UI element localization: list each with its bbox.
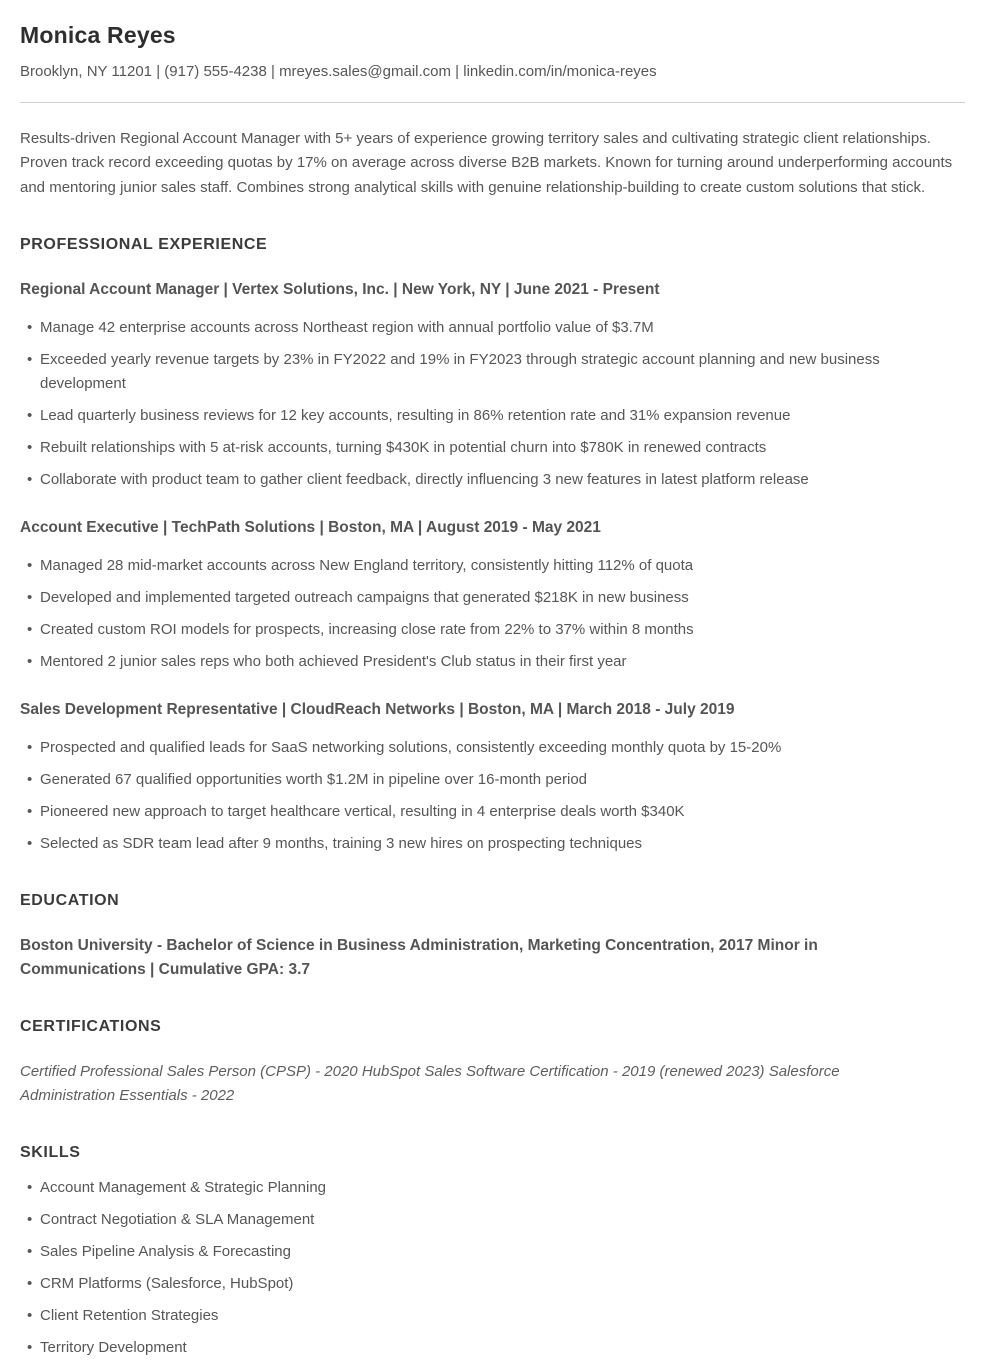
skill-item: • Client Retention Strategies	[20, 1304, 965, 1328]
job-bullet: • Collaborate with product team to gather client feedback, directly influencing 3 new features in latest platform release	[20, 468, 965, 492]
job-bullet: • Selected as SDR team lead after 9 months, training 3 new hires on prospecting techniques	[20, 832, 965, 856]
job-bullet: • Manage 42 enterprise accounts across Northeast region with annual portfolio value of $3.7M	[20, 316, 965, 340]
section-heading-education: EDUCATION	[20, 891, 120, 909]
job-bullet-list	[20, 736, 965, 856]
job-bullet: • Managed 28 mid-market accounts across New England territory, consistently hitting 112% of quota	[20, 554, 965, 578]
job-bullet: • Rebuilt relationships with 5 at-risk accounts, turning $430K in potential churn into $780K in renewed contracts	[20, 436, 965, 460]
person-name: Monica Reyes	[20, 22, 176, 48]
skill-item: • Territory Development	[20, 1336, 965, 1360]
job-bullet: • Pioneered new approach to target healthcare vertical, resulting in 4 enterprise deals worth $340K	[20, 800, 965, 824]
job-bullet: • Lead quarterly business reviews for 12 key accounts, resulting in 86% retention rate and 31% expansion revenue	[20, 404, 965, 428]
contact-line: Brooklyn, NY 11201 | (917) 555-4238 | mreyes.sales@gmail.com | linkedin.com/in/monica-reyes	[20, 63, 657, 80]
job-title: Sales Development Representative | CloudReach Networks | Boston, MA | March 2018 - July 2019	[20, 700, 735, 718]
section-heading-skills: SKILLS	[20, 1143, 81, 1161]
skill-item: • Contract Negotiation & SLA Management	[20, 1208, 965, 1232]
section-heading-certifications: CERTIFICATIONS	[20, 1017, 162, 1035]
job-title: Regional Account Manager | Vertex Solutions, Inc. | New York, NY | June 2021 - Present	[20, 280, 660, 298]
job-bullet: • Created custom ROI models for prospects, increasing close rate from 22% to 37% within 8 months	[20, 618, 965, 642]
job-bullet: • Mentored 2 junior sales reps who both achieved President's Club status in their first year	[20, 650, 965, 674]
section-heading-experience: PROFESSIONAL EXPERIENCE	[20, 235, 268, 253]
job-bullet-list	[20, 554, 965, 674]
education-entry: Boston University - Bachelor of Science in Business Administration, Marketing Concentration, 2017 Minor in Communications | Cumulative GPA: 3.7	[20, 936, 818, 978]
job-bullet: • Developed and implemented targeted outreach campaigns that generated $218K in new business	[20, 586, 965, 610]
skill-item: • Sales Pipeline Analysis & Forecasting	[20, 1240, 965, 1264]
skill-item: • Account Management & Strategic Planning	[20, 1176, 965, 1200]
job-bullet: • Prospected and qualified leads for SaaS networking solutions, consistently exceeding monthly quota by 15-20%	[20, 736, 965, 760]
job-bullet-list	[20, 316, 965, 492]
skill-item: • CRM Platforms (Salesforce, HubSpot)	[20, 1272, 965, 1296]
summary-paragraph: Results-driven Regional Account Manager with 5+ years of experience growing territory sales and cultivating strategic client relationships. Proven track record exceeding quotas by 17% on average across diverse B2B markets. Known for turning around underperforming accounts and mentoring junior sales staff. Combines strong analytical skills with genuine relationship-building to create custom solutions that stick.	[20, 130, 953, 196]
job-bullet: • Exceeded yearly revenue targets by 23% in FY2022 and 19% in FY2023 through strategic account planning and new business development	[20, 348, 965, 396]
job-bullet: • Generated 67 qualified opportunities worth $1.2M in pipeline over 16-month period	[20, 768, 965, 792]
header-divider	[20, 102, 965, 103]
job-title: Account Executive | TechPath Solutions | Boston, MA | August 2019 - May 2021	[20, 518, 601, 536]
skills-list	[20, 1176, 965, 1360]
certifications-entry: Certified Professional Sales Person (CPSP) - 2020 HubSpot Sales Software Certification - 2019 (renewed 2023) Salesforce Administration Essentials - 2022	[20, 1062, 840, 1104]
